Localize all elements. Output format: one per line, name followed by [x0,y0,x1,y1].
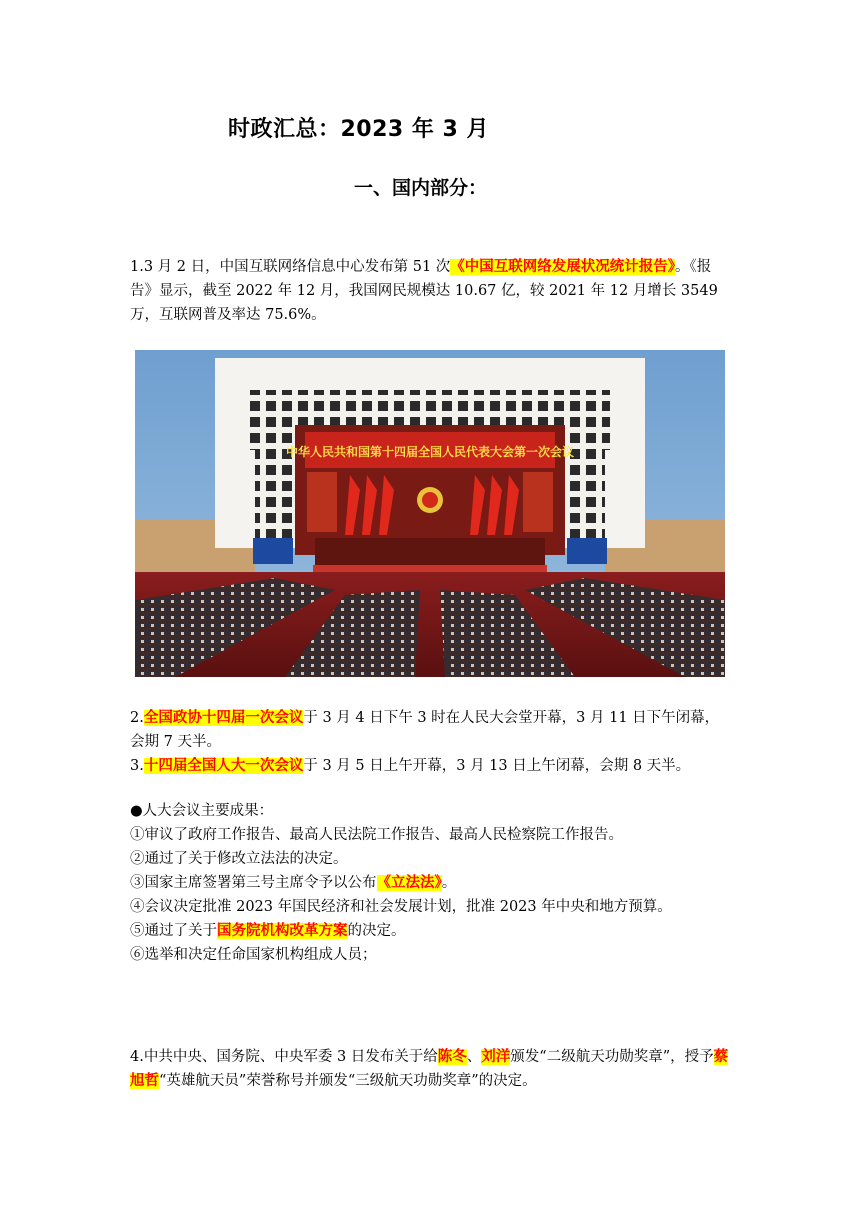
result-item-3 [130,871,730,895]
p2-suffix: 于 3 月 4 日下午 3 时在人民大会堂开幕，3 月 11 日下午闭幕，会期 7 天半。 [130,710,720,750]
paragraph-4 [130,1045,730,1093]
p2-prefix: 2. [130,710,144,726]
result-item-6: ⑥选举和决定任命国家机构组成人员； [130,947,377,963]
result-item-2: ②通过了关于修改立法法的决定。 [130,851,348,867]
p4-name-1: 陈冬 [437,1049,467,1065]
p1-highlight: 《中国互联网络发展状况统计报告》 [450,259,676,275]
results-heading: ●人大会议主要成果： [130,803,274,819]
result-item-3-highlight: 《立法法》 [376,875,442,891]
p4-part2: 颁发“二级航天功勋奖章”，授予 [510,1049,714,1065]
congress-photo [135,350,725,677]
p4-name-3: 蔡旭哲 [130,1049,729,1089]
paragraph-3 [130,754,730,778]
result-item-4: ④会议决定批准 2023 年国民经济和社会发展计划，批准 2023 年中央和地方预算。 [130,899,672,915]
p4-name-2: 刘洋 [481,1049,511,1065]
p2-highlight: 全国政协十四届一次会议 [143,710,304,726]
result-item-5-highlight: 国务院机构改革方案 [217,923,348,939]
paragraph-2 [130,706,730,754]
p3-prefix: 3. [130,758,144,774]
paragraph-1 [130,255,730,327]
section-heading: 一、国内部分： [354,177,488,199]
result-item-3-suffix: 。 [441,875,457,891]
result-item-5-prefix: ⑤通过了关于 [130,923,217,939]
result-item-3-prefix: ③国家主席签署第三号主席令予以公布 [130,875,377,891]
p1-suffix: 。《报告》显示，截至 2022 年 12 月，我国网民规模达 10.67 亿，较 2021 年 12 月增长 3549 万，互联网普及率达 75.6%。 [130,259,718,323]
result-item-5 [130,919,730,943]
result-item-5-suffix: 的决定。 [347,923,406,939]
p3-highlight: 十四届全国人大一次会议 [143,758,304,774]
photo-banner-text: 中华人民共和国第十四届全国人民代表大会第一次会议 [285,445,575,459]
results-list [130,799,730,967]
p3-suffix: 于 3 月 5 日上午开幕，3 月 13 日上午闭幕，会期 8 天半。 [303,758,691,774]
result-item-1: ①审议了政府工作报告、最高人民法院工作报告、最高人民检察院工作报告。 [130,827,623,843]
p4-part3: “英雄航天员”荣誉称号并颁发“三级航天功勋奖章”的决定。 [159,1073,537,1089]
document-title: 时政汇总：2023 年 3 月 [228,117,490,142]
p4-part1: 4.中共中央、国务院、中央军委 3 日发布关于给 [130,1049,438,1065]
p1-prefix: 1.3 月 2 日，中国互联网络信息中心发布第 51 次 [130,259,451,275]
p4-sep: 、 [466,1049,482,1065]
